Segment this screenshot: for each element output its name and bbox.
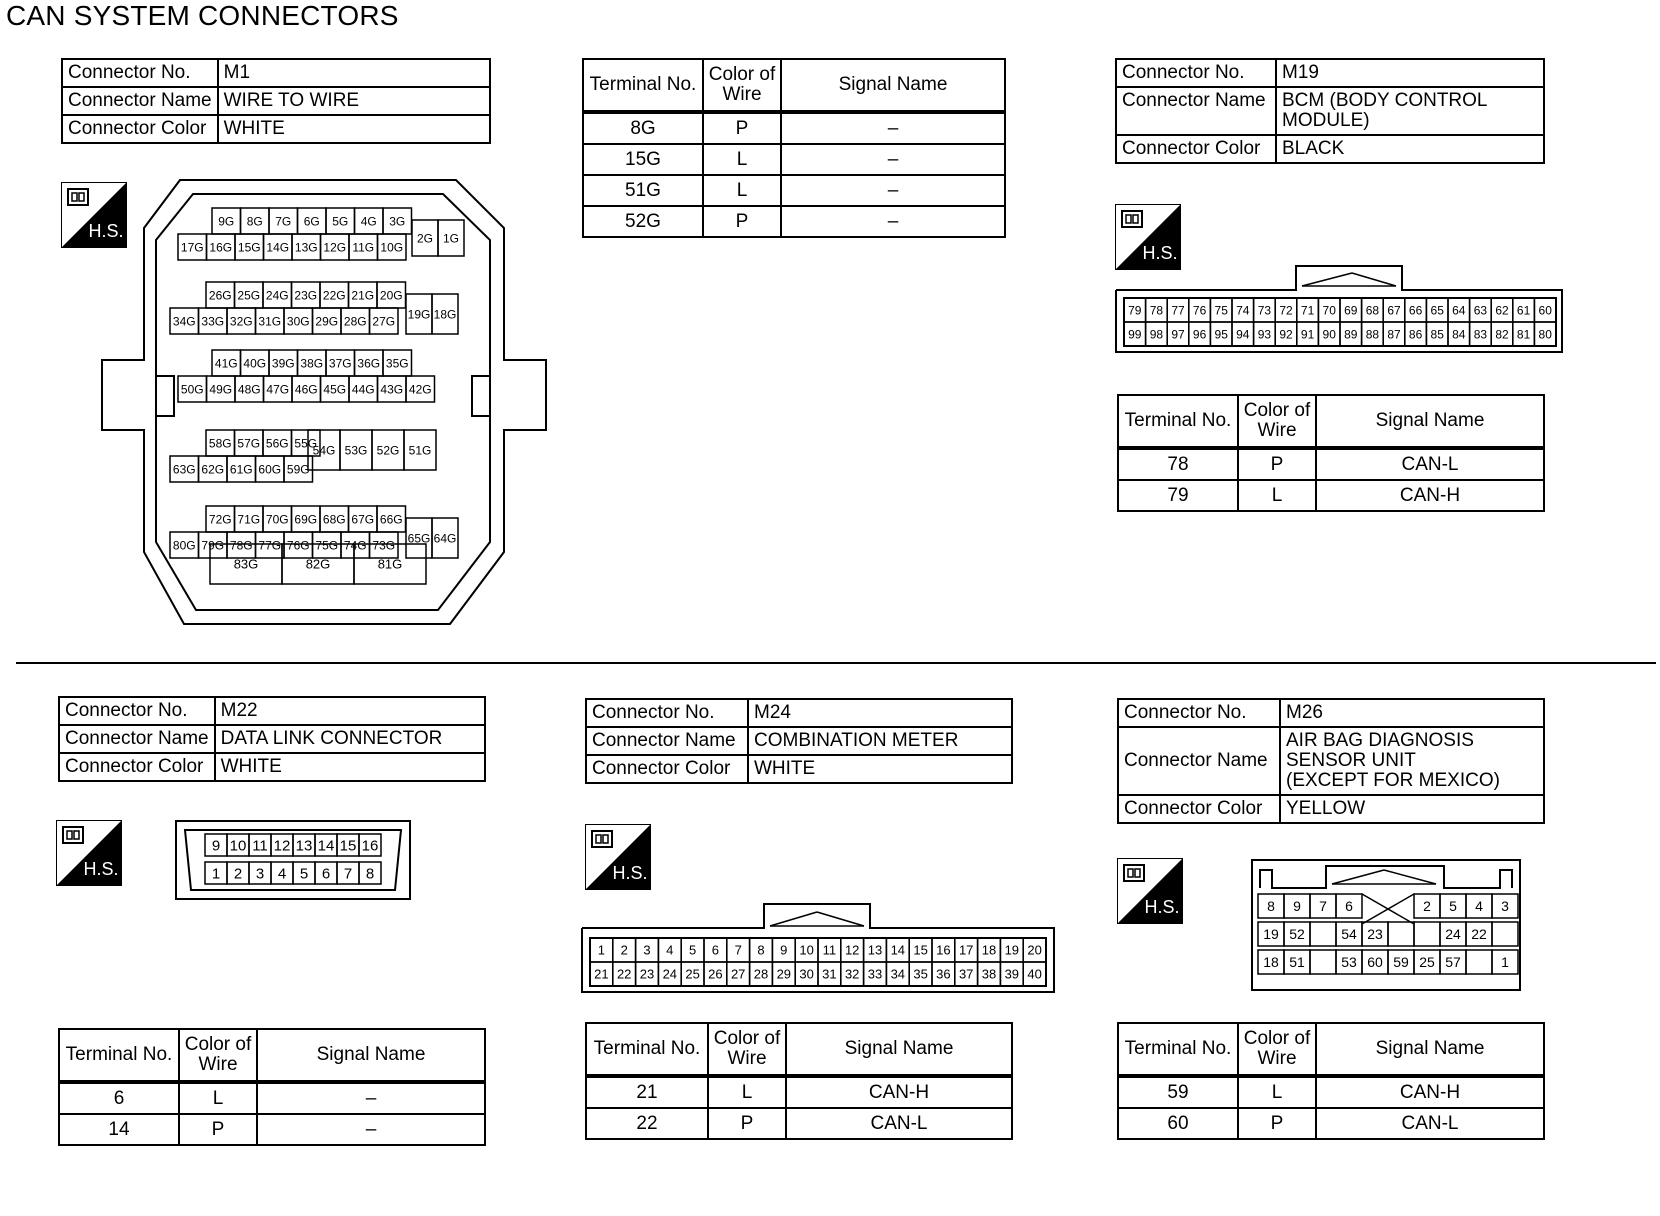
terminal-label: 5 — [688, 942, 697, 958]
terminal-no-header: Terminal No. — [59, 1029, 179, 1082]
terminal-label: 33G — [201, 314, 225, 329]
terminal-label: 9G — [218, 214, 235, 229]
m22-terminal-table — [58, 1028, 486, 1146]
terminal-label: 72 — [1279, 303, 1293, 318]
terminal-label: 26G — [208, 288, 232, 303]
terminal-label: 38 — [981, 966, 997, 982]
m1-terminal-table — [582, 58, 1006, 238]
table-row: 15G L – — [583, 144, 1005, 175]
terminal-label: 97 — [1171, 327, 1185, 342]
terminal-label: 80 — [1538, 327, 1552, 342]
terminal-label: 32 — [844, 966, 860, 982]
terminal-label: 94 — [1236, 327, 1250, 342]
m1-connector-name: WIRE TO WIRE — [218, 87, 490, 115]
table-row: 21 L CAN-H — [586, 1076, 1012, 1108]
terminal-cavity — [1388, 922, 1414, 946]
terminal-label: 5 — [1449, 898, 1457, 915]
terminal-label: 79G — [201, 538, 225, 553]
signal-name-header: Signal Name — [786, 1023, 1012, 1076]
terminal-label: 87 — [1387, 327, 1401, 342]
connector-color-label: Connector Color — [1118, 795, 1280, 823]
terminal-no-header: Terminal No. — [1118, 395, 1238, 448]
m26-terminal-table — [1117, 1022, 1545, 1140]
terminal-label: 46G — [294, 382, 318, 397]
svg-text:H.S.: H.S. — [1144, 897, 1180, 917]
signal-name-header: Signal Name — [257, 1029, 485, 1082]
connector-color-label: Connector Color — [586, 755, 748, 783]
terminal-label: 30 — [799, 966, 814, 982]
connector-no-label: Connector No. — [59, 697, 215, 725]
terminal-label: 20 — [1027, 942, 1042, 958]
terminal-label: 25 — [685, 966, 700, 982]
terminal-label: 74 — [1236, 303, 1250, 318]
terminal-label: 44G — [351, 382, 375, 397]
terminal-label: 17G — [180, 240, 204, 255]
table-row: 51G L – — [583, 175, 1005, 206]
connector-name-label: Connector Name — [1116, 87, 1276, 135]
terminal-label: 16 — [936, 942, 951, 958]
terminal-label: 15 — [339, 837, 357, 855]
terminal-label: 36 — [936, 966, 951, 982]
terminal-label: 53G — [344, 443, 368, 458]
terminal-label: 53 — [1341, 954, 1357, 971]
terminal-label: 1 — [597, 942, 606, 958]
table-row: 79 L CAN-H — [1118, 480, 1544, 511]
terminal-label: 63 — [1473, 303, 1488, 318]
m1-connector-no: M1 — [218, 59, 490, 87]
terminal-label: 54G — [312, 443, 336, 458]
terminal-label: 1G — [442, 231, 460, 246]
terminal-label: 70 — [1322, 303, 1336, 318]
terminal-label: 76 — [1192, 303, 1207, 318]
terminal-label: 14 — [890, 942, 906, 958]
m26-connector-no: M26 — [1280, 699, 1544, 727]
terminal-label: 24G — [265, 288, 289, 303]
terminal-label: 18G — [433, 307, 457, 322]
connector-no-label: Connector No. — [62, 59, 218, 87]
terminal-label: 2G — [416, 231, 434, 246]
terminal-label: 77 — [1171, 303, 1185, 318]
terminal-label: 61G — [229, 462, 253, 477]
terminal-label: 78G — [229, 538, 253, 553]
m24-connector-name: COMBINATION METER — [748, 727, 1012, 755]
terminal-label: 95 — [1214, 327, 1228, 342]
connector-color-label: Connector Color — [62, 115, 218, 143]
connector-no-label: Connector No. — [586, 699, 748, 727]
terminal-label: 59G — [286, 462, 310, 477]
terminal-label: 35G — [385, 356, 409, 371]
terminal-label: 37 — [958, 966, 974, 982]
hs-harness-side-icon — [585, 824, 651, 890]
terminal-label: 62G — [201, 462, 225, 477]
table-row: 59 L CAN-H — [1118, 1076, 1544, 1108]
color-of-wire-header: Color of Wire — [703, 59, 781, 112]
terminal-label: 29 — [776, 966, 792, 982]
terminal-label: 7 — [343, 865, 353, 883]
terminal-no-header: Terminal No. — [583, 59, 703, 112]
terminal-label: 67G — [351, 512, 375, 527]
table-row: 8G P – — [583, 112, 1005, 144]
table-row: 52G P – — [583, 206, 1005, 237]
terminal-label: 21 — [594, 966, 609, 982]
terminal-no-header: Terminal No. — [1118, 1023, 1238, 1076]
page-title: CAN SYSTEM CONNECTORS — [6, 0, 399, 31]
terminal-label: 61 — [1516, 303, 1531, 318]
terminal-label: 30G — [286, 314, 310, 329]
terminal-label: 3 — [255, 865, 265, 883]
terminal-label: 11G — [352, 240, 375, 255]
terminal-label: 12 — [273, 837, 291, 855]
m26-info-table — [1117, 698, 1545, 824]
terminal-label: 38G — [300, 356, 324, 371]
terminal-label: 21G — [351, 288, 375, 303]
terminal-cavity — [1466, 950, 1492, 974]
terminal-label: 48G — [237, 382, 261, 397]
terminal-label: 39 — [1004, 966, 1020, 982]
terminal-label: 73G — [372, 538, 396, 553]
terminal-label: 3 — [643, 942, 651, 958]
svg-text:H.S.: H.S. — [83, 859, 119, 879]
terminal-label: 60G — [258, 462, 282, 477]
terminal-label: 74G — [343, 538, 367, 553]
terminal-label: 58G — [208, 436, 232, 451]
terminal-label: 68G — [322, 512, 346, 527]
terminal-label: 2 — [233, 865, 243, 883]
terminal-label: 32G — [229, 314, 253, 329]
terminal-label: 23G — [294, 288, 318, 303]
terminal-label: 70G — [265, 512, 289, 527]
terminal-label: 73 — [1257, 303, 1272, 318]
terminal-label: 62 — [1495, 303, 1509, 318]
terminal-label: 45G — [323, 382, 347, 397]
terminal-label: 6 — [711, 942, 720, 958]
terminal-label: 7G — [275, 214, 292, 229]
terminal-label: 93 — [1257, 327, 1272, 342]
terminal-cavity — [1310, 922, 1336, 946]
m19-connector-face — [1114, 264, 1564, 354]
terminal-label: 22 — [616, 966, 632, 982]
svg-text:H.S.: H.S. — [612, 863, 648, 883]
terminal-label: 3G — [389, 214, 406, 229]
terminal-label: 10 — [799, 942, 814, 958]
connector-no-label: Connector No. — [1118, 699, 1280, 727]
terminal-label: 76G — [286, 538, 310, 553]
terminal-label: 20G — [379, 288, 403, 303]
terminal-label: 4 — [1475, 898, 1483, 915]
terminal-label: 67 — [1387, 303, 1401, 318]
table-row: 14 P – — [59, 1114, 485, 1145]
terminal-label: 18 — [981, 942, 997, 958]
m24-connector-color: WHITE — [748, 755, 1012, 783]
m22-connector-color: WHITE — [215, 753, 485, 781]
m26-connector-face — [1250, 858, 1522, 992]
terminal-label: 10G — [380, 240, 404, 255]
table-row: 60 P CAN-L — [1118, 1108, 1544, 1139]
connector-name-label: Connector Name — [59, 725, 215, 753]
terminal-label: 65G — [407, 531, 431, 546]
m24-connector-face — [580, 902, 1056, 994]
m22-info-table — [58, 696, 486, 782]
terminal-label: 11 — [252, 837, 268, 855]
m24-connector-no: M24 — [748, 699, 1012, 727]
terminal-label: 54 — [1341, 926, 1357, 943]
terminal-label: 8 — [365, 865, 375, 883]
terminal-label: 71G — [237, 512, 261, 527]
terminal-label: 8G — [246, 214, 263, 229]
terminal-label: 72G — [208, 512, 232, 527]
terminal-label: 22G — [322, 288, 346, 303]
m19-connector-name: BCM (BODY CONTROL MODULE) — [1276, 87, 1544, 135]
terminal-label: 91 — [1300, 327, 1315, 342]
terminal-label: 68 — [1365, 303, 1380, 318]
terminal-label: 79 — [1128, 303, 1142, 318]
terminal-label: 10 — [229, 837, 247, 855]
terminal-cavity — [1310, 950, 1336, 974]
terminal-label: 56G — [265, 436, 289, 451]
terminal-label: 6G — [303, 214, 320, 229]
terminal-label: 99 — [1128, 327, 1142, 342]
terminal-label: 1 — [1501, 954, 1509, 971]
terminal-label: 51G — [408, 443, 432, 458]
terminal-label: 8 — [757, 942, 765, 958]
terminal-label: 5G — [332, 214, 349, 229]
terminal-label: 71 — [1300, 303, 1315, 318]
m22-connector-name: DATA LINK CONNECTOR — [215, 725, 485, 753]
terminal-label: 29G — [315, 314, 339, 329]
terminal-label: 69G — [294, 512, 318, 527]
terminal-label: 90 — [1322, 327, 1336, 342]
terminal-label: 64G — [433, 531, 457, 546]
terminal-label: 13 — [867, 942, 883, 958]
terminal-label: 40 — [1027, 966, 1042, 982]
terminal-label: 77G — [258, 538, 282, 553]
terminal-label: 82 — [1495, 327, 1509, 342]
terminal-label: 27G — [372, 314, 396, 329]
terminal-label: 50G — [180, 382, 204, 397]
signal-name-header: Signal Name — [1316, 1023, 1544, 1076]
terminal-label: 9 — [211, 837, 221, 855]
terminal-label: 89 — [1344, 327, 1358, 342]
terminal-label: 52G — [376, 443, 400, 458]
terminal-label: 8 — [1267, 898, 1275, 915]
hs-harness-side-icon — [56, 820, 122, 886]
terminal-label: 49G — [209, 382, 233, 397]
table-row: 6 L – — [59, 1082, 485, 1114]
terminal-label: 64 — [1452, 303, 1466, 318]
terminal-label: 24 — [662, 966, 678, 982]
terminal-label: 34 — [890, 966, 906, 982]
terminal-label: 35 — [913, 966, 928, 982]
m26-connector-name: AIR BAG DIAGNOSIS SENSOR UNIT (EXCEPT FOR MEXICO) — [1280, 727, 1544, 795]
m19-connector-color: BLACK — [1276, 135, 1544, 163]
terminal-label: 83 — [1473, 327, 1488, 342]
terminal-label: 25G — [237, 288, 261, 303]
terminal-label: 42G — [408, 382, 432, 397]
terminal-label: 41G — [214, 356, 238, 371]
terminal-label: 96 — [1192, 327, 1207, 342]
connector-name-label: Connector Name — [586, 727, 748, 755]
terminal-label: 85 — [1430, 327, 1444, 342]
terminal-label: 40G — [243, 356, 267, 371]
terminal-label: 60 — [1367, 954, 1383, 971]
connector-no-label: Connector No. — [1116, 59, 1276, 87]
table-row: 78 P CAN-L — [1118, 448, 1544, 480]
terminal-label: 88 — [1365, 327, 1380, 342]
terminal-label: 14 — [317, 837, 335, 855]
terminal-label: 15 — [913, 942, 928, 958]
terminal-label: 43G — [380, 382, 404, 397]
color-of-wire-header: Color of Wire — [179, 1029, 257, 1082]
terminal-label: 19 — [1263, 926, 1279, 943]
hs-label: H.S. — [88, 221, 124, 241]
terminal-label: 9 — [780, 942, 788, 958]
terminal-label: 65 — [1430, 303, 1444, 318]
terminal-label: 57 — [1445, 954, 1461, 971]
terminal-label: 33 — [867, 966, 883, 982]
m22-connector-no: M22 — [215, 697, 485, 725]
terminal-label: 81G — [377, 556, 403, 572]
color-of-wire-header: Color of Wire — [708, 1023, 786, 1076]
terminal-label: 2 — [620, 942, 628, 958]
section-divider — [16, 662, 1656, 664]
terminal-label: 4G — [360, 214, 377, 229]
terminal-label: 23 — [639, 966, 655, 982]
terminal-label: 5 — [299, 865, 309, 883]
terminal-label: 63G — [172, 462, 196, 477]
terminal-label: 13 — [295, 837, 313, 855]
terminal-label: 7 — [1319, 898, 1327, 915]
signal-name-header: Signal Name — [1316, 395, 1544, 448]
m1-connector-face — [98, 176, 548, 630]
terminal-label: 1 — [211, 865, 221, 883]
terminal-label: 23 — [1367, 926, 1383, 943]
terminal-label: 9 — [1293, 898, 1301, 915]
m22-connector-face — [175, 820, 411, 900]
terminal-label: 22 — [1471, 926, 1487, 943]
terminal-label: 69 — [1344, 303, 1358, 318]
terminal-label: 92 — [1279, 327, 1293, 342]
terminal-label: 75G — [315, 538, 339, 553]
terminal-label: 98 — [1149, 327, 1164, 342]
m24-terminal-table — [585, 1022, 1013, 1140]
connector-name-label: Connector Name — [1118, 727, 1280, 795]
terminal-label: 11 — [822, 942, 837, 958]
terminal-label: 66 — [1408, 303, 1423, 318]
terminal-label: 19G — [407, 307, 431, 322]
hs-harness-side-icon — [1115, 204, 1181, 270]
terminal-label: 52 — [1289, 926, 1305, 943]
terminal-label: 4 — [666, 942, 674, 958]
connector-color-label: Connector Color — [59, 753, 215, 781]
color-of-wire-header: Color of Wire — [1238, 395, 1316, 448]
terminal-label: 78 — [1149, 303, 1164, 318]
terminal-label: 83G — [233, 556, 259, 572]
terminal-label: 60 — [1538, 303, 1552, 318]
terminal-label: 12 — [844, 942, 860, 958]
terminal-label: 19 — [1004, 942, 1020, 958]
table-row: 22 P CAN-L — [586, 1108, 1012, 1139]
hs-harness-side-icon — [1117, 858, 1183, 924]
terminal-label: 37G — [328, 356, 352, 371]
signal-name-header: Signal Name — [781, 59, 1005, 112]
terminal-no-header: Terminal No. — [586, 1023, 708, 1076]
m26-connector-color: YELLOW — [1280, 795, 1544, 823]
terminal-label: 66G — [379, 512, 403, 527]
terminal-label: 16 — [361, 837, 379, 855]
terminal-label: 57G — [237, 436, 261, 451]
terminal-label: 12G — [323, 240, 347, 255]
terminal-label: 39G — [271, 356, 295, 371]
terminal-label: 81 — [1516, 327, 1531, 342]
terminal-label: 47G — [266, 382, 290, 397]
m1-info-table — [61, 58, 491, 144]
terminal-label: 31G — [258, 314, 282, 329]
connector-name-label: Connector Name — [62, 87, 218, 115]
terminal-label: 26 — [708, 966, 723, 982]
terminal-label: 18 — [1263, 954, 1279, 971]
terminal-label: 14G — [266, 240, 290, 255]
terminal-label: 15G — [237, 240, 261, 255]
m19-info-table — [1115, 58, 1545, 164]
m19-connector-no: M19 — [1276, 59, 1544, 87]
terminal-label: 6 — [1345, 898, 1353, 915]
terminal-label: 55G — [294, 436, 318, 451]
terminal-label: 31 — [822, 966, 837, 982]
connector-color-label: Connector Color — [1116, 135, 1276, 163]
terminal-label: 86 — [1408, 327, 1423, 342]
terminal-label: 36G — [357, 356, 381, 371]
terminal-label: 28 — [753, 966, 769, 982]
color-of-wire-header: Color of Wire — [1238, 1023, 1316, 1076]
terminal-label: 16G — [209, 240, 233, 255]
terminal-label: 28G — [343, 314, 367, 329]
m24-info-table — [585, 698, 1013, 784]
terminal-label: 2 — [1423, 898, 1431, 915]
terminal-label: 59 — [1393, 954, 1409, 971]
terminal-label: 80G — [172, 538, 196, 553]
terminal-label: 13G — [294, 240, 318, 255]
terminal-label: 6 — [321, 865, 331, 883]
terminal-label: 34G — [172, 314, 196, 329]
terminal-label: 3 — [1501, 898, 1509, 915]
terminal-label: 7 — [734, 942, 742, 958]
m19-terminal-table — [1117, 394, 1545, 512]
terminal-label: 75 — [1214, 303, 1228, 318]
terminal-cavity — [1492, 922, 1518, 946]
terminal-label: 84 — [1452, 327, 1466, 342]
terminal-label: 17 — [958, 942, 974, 958]
terminal-label: 25 — [1419, 954, 1435, 971]
terminal-label: 24 — [1445, 926, 1461, 943]
terminal-label: 27 — [730, 966, 746, 982]
svg-text:H.S.: H.S. — [1142, 243, 1178, 263]
terminal-label: 4 — [277, 865, 287, 883]
m1-connector-color: WHITE — [218, 115, 490, 143]
terminal-label: 51 — [1289, 954, 1305, 971]
terminal-label: 82G — [305, 556, 331, 572]
terminal-cavity — [1414, 922, 1440, 946]
